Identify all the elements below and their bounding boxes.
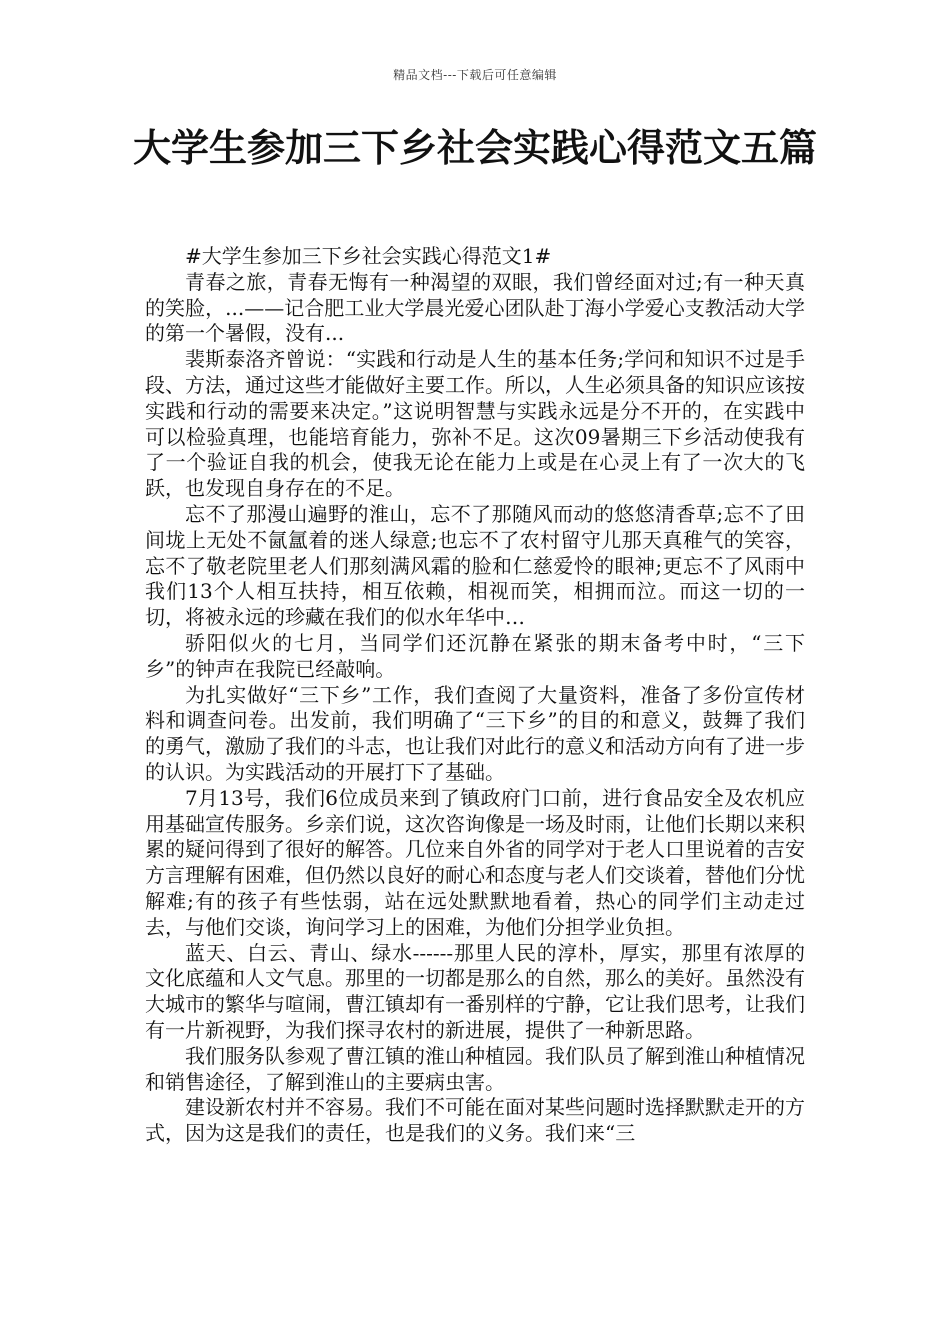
paragraph: 建设新农村并不容易。我们不可能在面对某些问题时选择默默走开的方式，因为这是我们的责任，也是我们的义务。我们来“三: [145, 1095, 805, 1146]
paragraph: 我们服务队参观了曹江镇的淮山种植园。我们队员了解到淮山种植情况和销售途径，了解到淮山的主要病虫害。: [145, 1043, 805, 1094]
paragraph: 骄阳似火的七月，当同学们还沉静在紧张的期末备考中时，“三下乡”的钟声在我院已经敲响。: [145, 630, 805, 681]
paragraph: 裴斯泰洛齐曾说：“实践和行动是人生的基本任务;学问和知识不过是手段、方法，通过这些才能做好主要工作。所以，人生必须具备的知识应该按实践和行动的需要来决定。”这说明智慧与实践永远是分不开的，在实践中可以检验真理，也能培育能力，弥补不足。这次09暑期三下乡活动使我有了一个验证自我的机会，使我无论在能力上或是在心灵上有了一次大的飞跃，也发现自身存在的不足。: [145, 347, 805, 501]
paragraph: 为扎实做好“三下乡”工作，我们查阅了大量资料，准备了多份宣传材料和调查问卷。出发前，我们明确了“三下乡”的目的和意义，鼓舞了我们的勇气，激励了我们的斗志，也让我们对此行的意义和活动方向有了进一步的认识。为实践活动的开展打下了基础。: [145, 682, 805, 784]
section-heading: #大学生参加三下乡社会实践心得范文1#: [185, 244, 552, 268]
document-title: 大学生参加三下乡社会实践心得范文五篇: [132, 126, 817, 170]
paragraph: 忘不了那漫山遍野的淮山，忘不了那随风而动的悠悠清香草;忘不了田间垅上无处不氤氲着的迷人绿意;也忘不了农村留守儿那天真稚气的笑容，忘不了敬老院里老人们那刻满风霜的脸和仁慈爱怜的眼神;更忘不了风雨中我们13个人相互扶持，相互依赖，相视而笑，相拥而泣。而这一切的一切，将被永远的珍藏在我们的似水年华中…: [145, 501, 805, 630]
document-body: [145, 244, 805, 1147]
paragraph: 7月13号，我们6位成员来到了镇政府门口前，进行食品安全及农机应用基础宣传服务。乡亲们说，这次咨询像是一场及时雨，让他们长期以来积累的疑问得到了很好的解答。几位来自外省的同学对于老人口里说着的吉安方言理解有困难，但仍然以良好的耐心和态度与老人们交谈着，替他们分忧解难;有的孩子有些怯弱，站在远处默默地看着，热心的同学们主动走过去，与他们交谈，询问学习上的困难，为他们分担学业负担。: [145, 785, 805, 939]
paragraph: 青春之旅，青春无悔有一种渴望的双眼，我们曾经面对过;有一种天真的笑脸，...——记合肥工业大学晨光爱心团队赴丁海小学爱心支教活动大学的第一个暑假，没有...: [145, 269, 805, 346]
header-note: 精品文档---下载后可任意编辑: [393, 68, 557, 82]
paragraph: 蓝天、白云、青山、绿水------那里人民的淳朴，厚实，那里有浓厚的文化底蕴和人文气息。那里的一切都是那么的自然，那么的美好。虽然没有大城市的繁华与喧闹，曹江镇却有一番别样的宁静，它让我们思考，让我们有一片新视野，为我们探寻农村的新进展，提供了一种新思路。: [145, 940, 805, 1042]
